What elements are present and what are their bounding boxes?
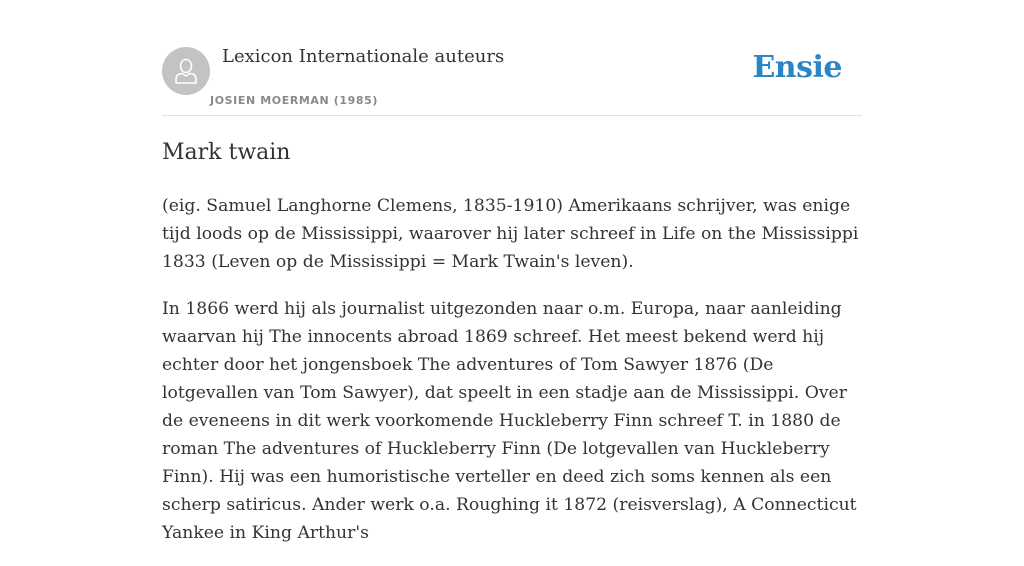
article-paragraph: In 1866 werd hij als journalist uitgezonden naar o.m. Europa, naar aanleiding waarvan hij The innocents abroad 1869 schreef. Het meest bekend werd hij echter door het jongensboek The adventures of Tom Sawyer 1876 (De lotgevallen van Tom Sawyer), dat speelt in een stadje aan de Mississippi. Over de eveneens in dit werk voorkomende Huckleberry Finn schreef T. in 1880 de roman The adventures of Huckleberry Finn (De lotgevallen van Huckleberry Finn). Hij was een humoristische verteller en deed zich soms kennen als een scherp satiricus. Ander werk o.a. Roughing it 1872 (reisverslag), A Connecticut Yankee in King Arthur's	[162, 299, 857, 543]
article-paragraph: (eig. Samuel Langhorne Clemens, 1835-1910) Amerikaans schrijver, was enige tijd loods op de Mississippi, waarover hij later schreef in Life on the Mississippi 1833 (Leven op de Mississippi = Mark Twain's leven).	[162, 196, 859, 272]
article-title: Mark twain	[162, 140, 291, 165]
user-placeholder-icon	[173, 57, 199, 85]
collection-title[interactable]: Lexicon Internationale auteurs	[222, 46, 505, 67]
header	[162, 0, 862, 116]
page-container	[162, 0, 862, 543]
author-avatar[interactable]	[162, 47, 210, 95]
ensie-logo[interactable]: Ensie	[752, 50, 842, 85]
article-body	[162, 192, 862, 566]
author-name[interactable]: JOSIEN MOERMAN (1985)	[210, 94, 379, 107]
